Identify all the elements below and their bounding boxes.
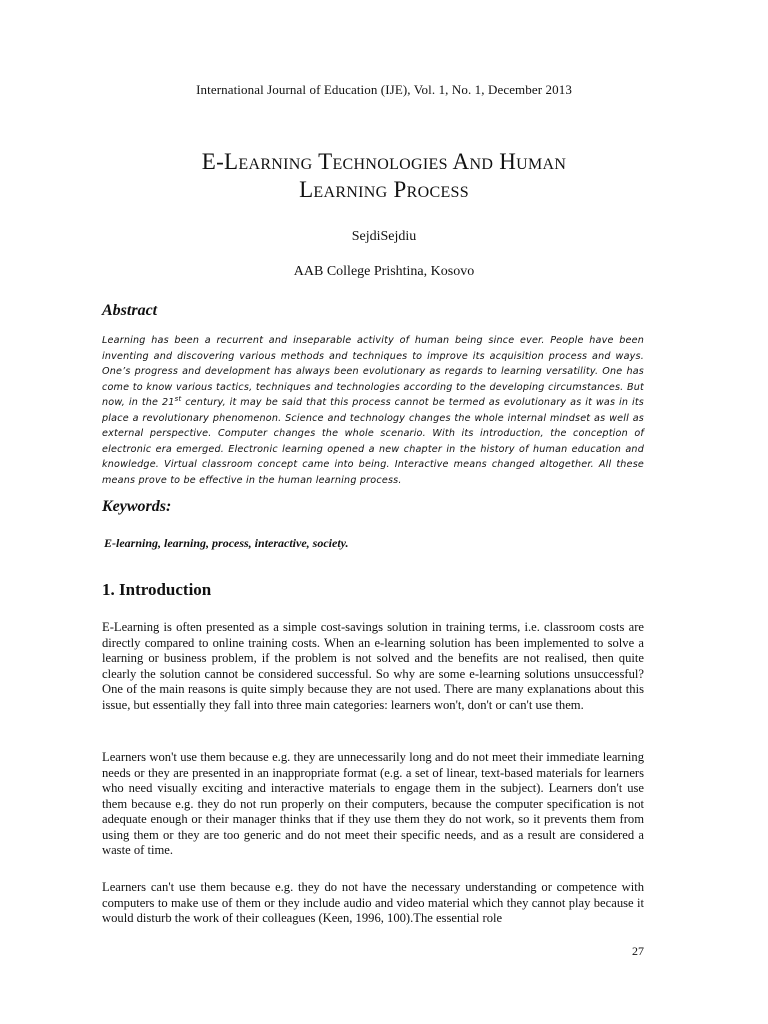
intro-paragraph-3: Learners can't use them because e.g. they do not have the necessary understanding or competence with computers to make use of them or they include audio and video material which they cannot play because it would disturb the work of their colleagues (Keen, 1996, 100).The essential role (102, 880, 644, 925)
intro-paragraph-1: E-Learning is often presented as a simple cost-savings solution in training terms, i.e. classroom costs are directly compared to online training costs. When an e-learning solution has been implemented to solve a learning or business problem, if the problem is not solved and the benefits are not realised, then quite clearly the solution cannot be considered successful. So why are some e-learning solutions unsuccessful? One of the main reasons is quite simply because they are not used. There are many explanations about this issue, but essentially they fall into three main categories: learners won't, don't or can't use them. (102, 620, 644, 712)
abstract-text-part-1: Learning has been a recurrent and inseparable activity of human being since ever. People have been inventing and discovering various methods and techniques to improve its acquisition process and ways. One’s progress and development has always been evolutionary as regards to learning versatility. One has come to know various tactics, techniques and technologies according to the developing circumstances. But now, in the 21 (102, 335, 644, 408)
paper-title-line-2: Learning Process (299, 177, 469, 202)
intro-paragraph-2: Learners won't use them because e.g. they are unnecessarily long and do not meet their immediate learning needs or they are presented in an inappropriate format (e.g. a set of linear, text-based materials for learners who need visually exciting and interactive materials to engage them in the subject). Learners don't use them because e.g. they do not run properly on their computers, because the computer specification is not adequate enough or their manager thinks that if they use them they do not work, so it prevents them from using them or they are too generic and do not meet their specific needs, and as a result are considered a waste of time. (102, 750, 644, 857)
author-affiliation: AAB College Prishtina, Kosovo (293, 264, 475, 279)
abstract-heading: Abstract (102, 302, 158, 319)
page-number: 27 (632, 944, 644, 958)
introduction-heading: 1. Introduction (102, 580, 212, 599)
abstract-text (102, 333, 644, 488)
paper-title (0, 148, 768, 204)
abstract-text-part-2: century, it may be said that this process cannot be termed as evolutionary as it was in its place a revolutionary phenomenon. Science and technology changes the whole internal mindset as well as external perspective. Computer changes the whole scenario. With its introduction, the conception of electronic era emerged. Electronic learning opened a new chapter in the history of human education and knowledge. Virtual classroom concept came into being. Interactive means changed altogether. All these means prove to be effective in the human learning process. (102, 397, 644, 486)
keywords-list: E-learning, learning, process, interactive, society. (104, 536, 349, 550)
journal-header: International Journal of Education (IJE), Vol. 1, No. 1, December 2013 (196, 82, 572, 97)
abstract-superscript: st (174, 394, 182, 403)
paper-title-line-1: E-Learning Technologies And Human (201, 149, 567, 174)
author-name: SejdiSejdiu (351, 229, 417, 244)
keywords-heading: Keywords: (102, 498, 172, 515)
